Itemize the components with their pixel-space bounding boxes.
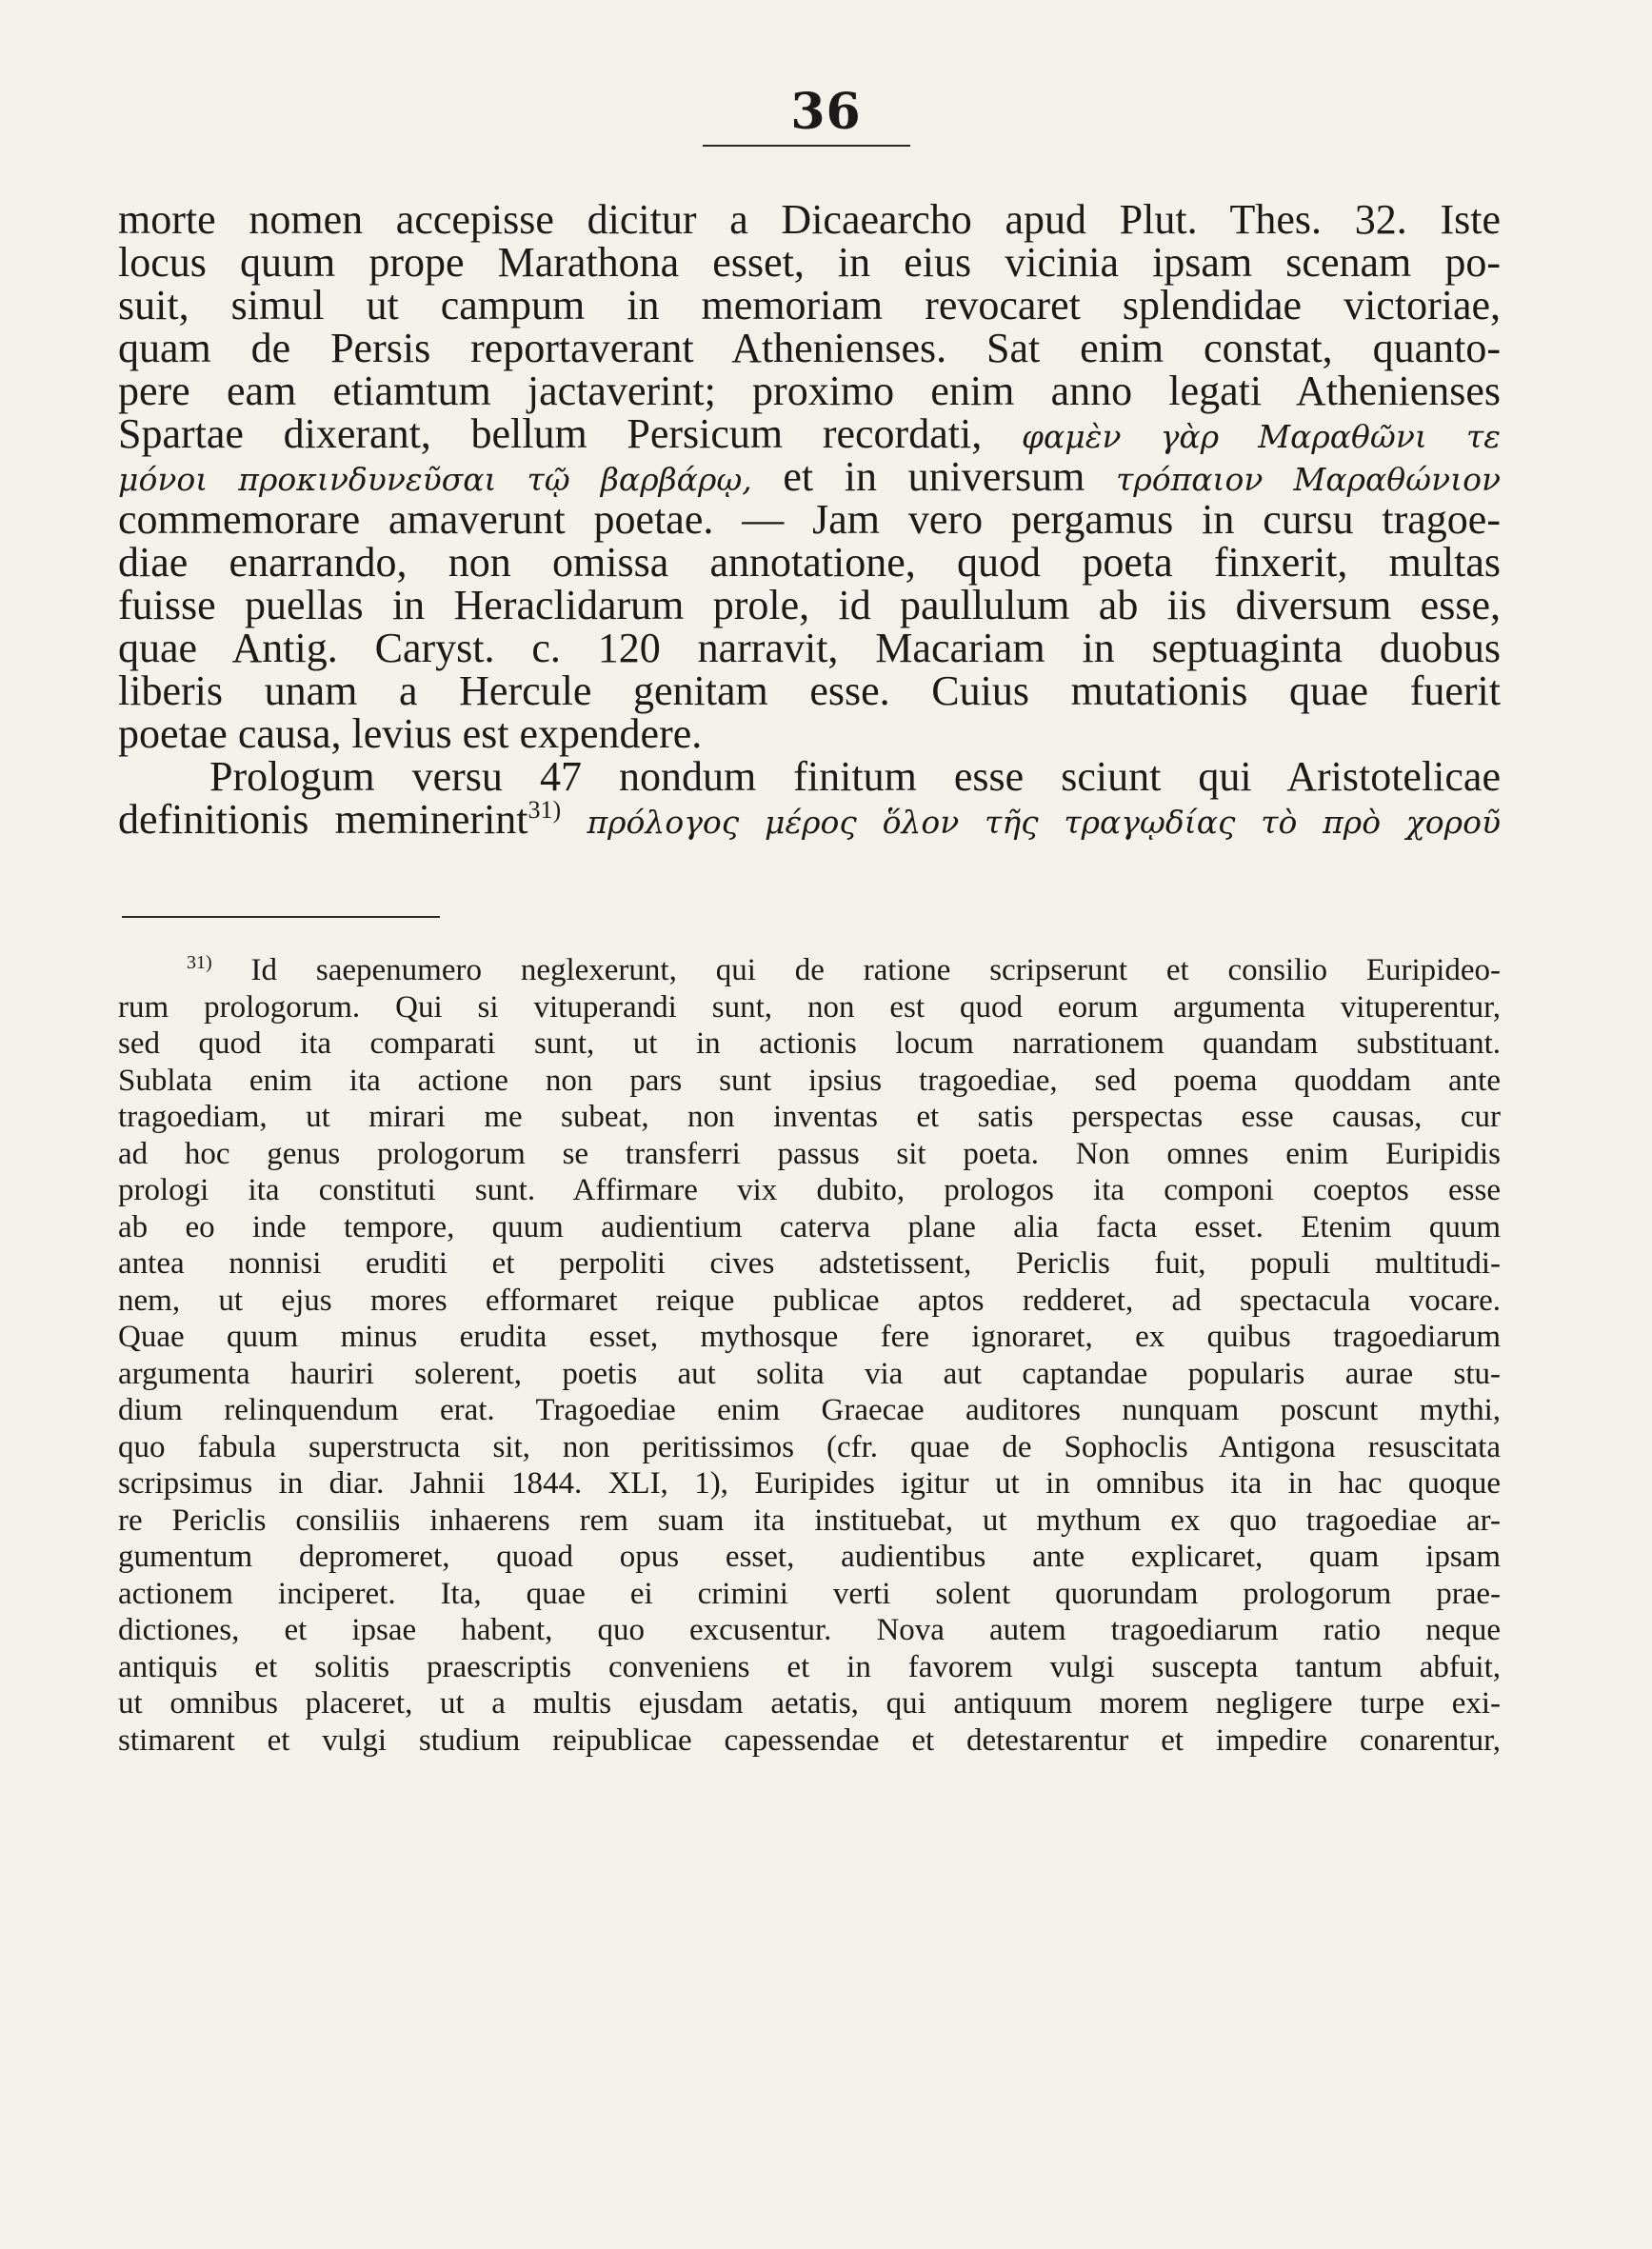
footnote-line: re Periclis consiliis inhaerens rem suam ita instituebat, ut mythum ex quo tragoediae ar-	[118, 1503, 1501, 1538]
text-line: locus quum prope Marathona esset, in eius vicinia ipsam scenam po-	[118, 239, 1501, 286]
main-text	[118, 198, 1501, 841]
text-line: Prologum versu 47 nondum finitum esse sciunt qui Aristotelicae	[209, 753, 1501, 800]
latin-text: definitionis meminerint	[118, 796, 528, 843]
text-line: poetae causa, levius est expendere.	[118, 710, 703, 757]
footnote-line: Sublata enim ita actione non pars sunt ipsius tragoediae, sed poema quoddam ante	[118, 1063, 1501, 1098]
text-line: quam de Persis reportaverant Athenienses. Sat enim constat, quanto-	[118, 325, 1501, 371]
footnote-marker: 31)	[187, 952, 212, 973]
text-line: morte nomen accepisse dicitur a Dicaearcho apud Plut. Thes. 32. Iste	[118, 196, 1501, 243]
text-line	[118, 455, 1501, 498]
footnote-line: nem, ut ejus mores efformaret reique publicae aptos redderet, ad spectacula vocare.	[118, 1283, 1501, 1318]
footnote-line: ut omnibus placeret, ut a multis ejusdam aetatis, qui antiquum morem negligere turpe exi-	[118, 1686, 1501, 1721]
footnote-line: quo fabula superstructa sit, non peritissimos (cfr. quae de Sophoclis Antigona resuscitata	[118, 1429, 1501, 1464]
footnote-line: ad hoc genus prologorum se transferri passus sit poeta. Non omnes enim Euripidis	[118, 1136, 1501, 1171]
text-line: pere eam etiamtum jactaverint; proximo enim anno legati Athenienses	[118, 368, 1501, 414]
greek-quotation: πρόλογος μέρος ὅλον τῆς τραγῳδίας τὸ πρὸ χοροῦ	[587, 804, 1502, 841]
footnote-line: antiquis et solitis praescriptis conveniens et in favorem vulgi suscepta tantum abfuit,	[118, 1649, 1501, 1684]
footnote-reference: 31)	[527, 796, 562, 824]
page-number: 36	[790, 83, 862, 141]
footnote-line: antea nonnisi eruditi et perpoliti cives adstetissent, Periclis fuit, populi multitudi-	[118, 1246, 1501, 1281]
footnote-line: stimarent et vulgi studium reipublicae capessendae et detestarentur et impedire conarentur,	[118, 1722, 1501, 1758]
footnote	[118, 952, 1501, 1759]
greek-quotation: μόνοι προκινδυνεῦσαι τῷ βαρβάρῳ,	[118, 461, 752, 498]
footnote-line: prologi ita constituti sunt. Affirmare vix dubito, prologos ita componi coeptos esse	[118, 1173, 1501, 1207]
footnote-rule	[122, 916, 440, 918]
greek-quotation: φαμὲν γὰρ Μαραθῶνι τε	[1021, 418, 1501, 455]
text-line: diae enarrando, non omissa annotatione, quod poeta finxerit, multas	[118, 539, 1501, 586]
footnote-line: rum prologorum. Qui si vituperandi sunt, non est quod eorum argumenta vituperentur,	[118, 989, 1501, 1025]
greek-quotation: τρόπαιον Μαραθώνιον	[1116, 461, 1502, 498]
text-line: fuisse puellas in Heraclidarum prole, id paullulum ab iis diversum esse,	[118, 582, 1501, 628]
footnote-line: Quae quum minus erudita esset, mythosque fere ignoraret, ex quibus tragoediarum	[118, 1320, 1501, 1354]
footnote-line: sed quod ita comparati sunt, ut in actionis locum narrationem quandam substituant.	[118, 1026, 1501, 1061]
text-line	[118, 412, 1501, 455]
footnote-line: ab eo inde tempore, quum audientium caterva plane alia facta esset. Etenim quum	[118, 1209, 1501, 1244]
footnote-line: dium relinquendum erat. Tragoediae enim Graecae auditores nunquam poscunt mythi,	[118, 1393, 1501, 1427]
footnote-line: scripsimus in diar. Jahnii 1844. XLI, 1), Euripides igitur ut in omnibus ita in hac quoque	[118, 1466, 1501, 1501]
text-line: suit, simul ut campum in memoriam revocaret splendidae victoriae,	[118, 282, 1501, 328]
text-line: quae Antig. Caryst. c. 120 narravit, Macariam in septuaginta duobus	[118, 625, 1501, 671]
text-line: commemorare amaverunt poetae. — Jam vero pergamus in cursu tragoe-	[118, 496, 1501, 543]
footnote-text: Id saepenumero neglexerunt, qui de ratione scripserunt et consilio Euripideo-	[250, 953, 1501, 987]
text-line: liberis unam a Hercule genitam esse. Cuius mutationis quae fuerit	[118, 667, 1501, 714]
footnote-line: gumentum depromeret, quoad opus esset, audientibus ante explicaret, quam ipsam	[118, 1540, 1501, 1574]
footnote-line	[118, 952, 1501, 989]
latin-text: et in universum	[783, 453, 1085, 500]
footnote-line: dictiones, et ipsae habent, quo excusentur. Nova autem tragoediarum ratio neque	[118, 1613, 1501, 1647]
footnote-line: actionem inciperet. Ita, quae ei crimini verti solent quorundam prologorum prae-	[118, 1576, 1501, 1611]
header-rule	[703, 145, 910, 147]
footnote-line: tragoediam, ut mirari me subeat, non inventas et satis perspectas esse causas, cur	[118, 1100, 1501, 1134]
latin-text: Spartae dixerant, bellum Persicum recordati,	[118, 410, 983, 457]
text-line	[118, 798, 1501, 841]
footnote-line: argumenta hauriri solerent, poetis aut solita via aut captandae popularis aurae stu-	[118, 1356, 1501, 1391]
